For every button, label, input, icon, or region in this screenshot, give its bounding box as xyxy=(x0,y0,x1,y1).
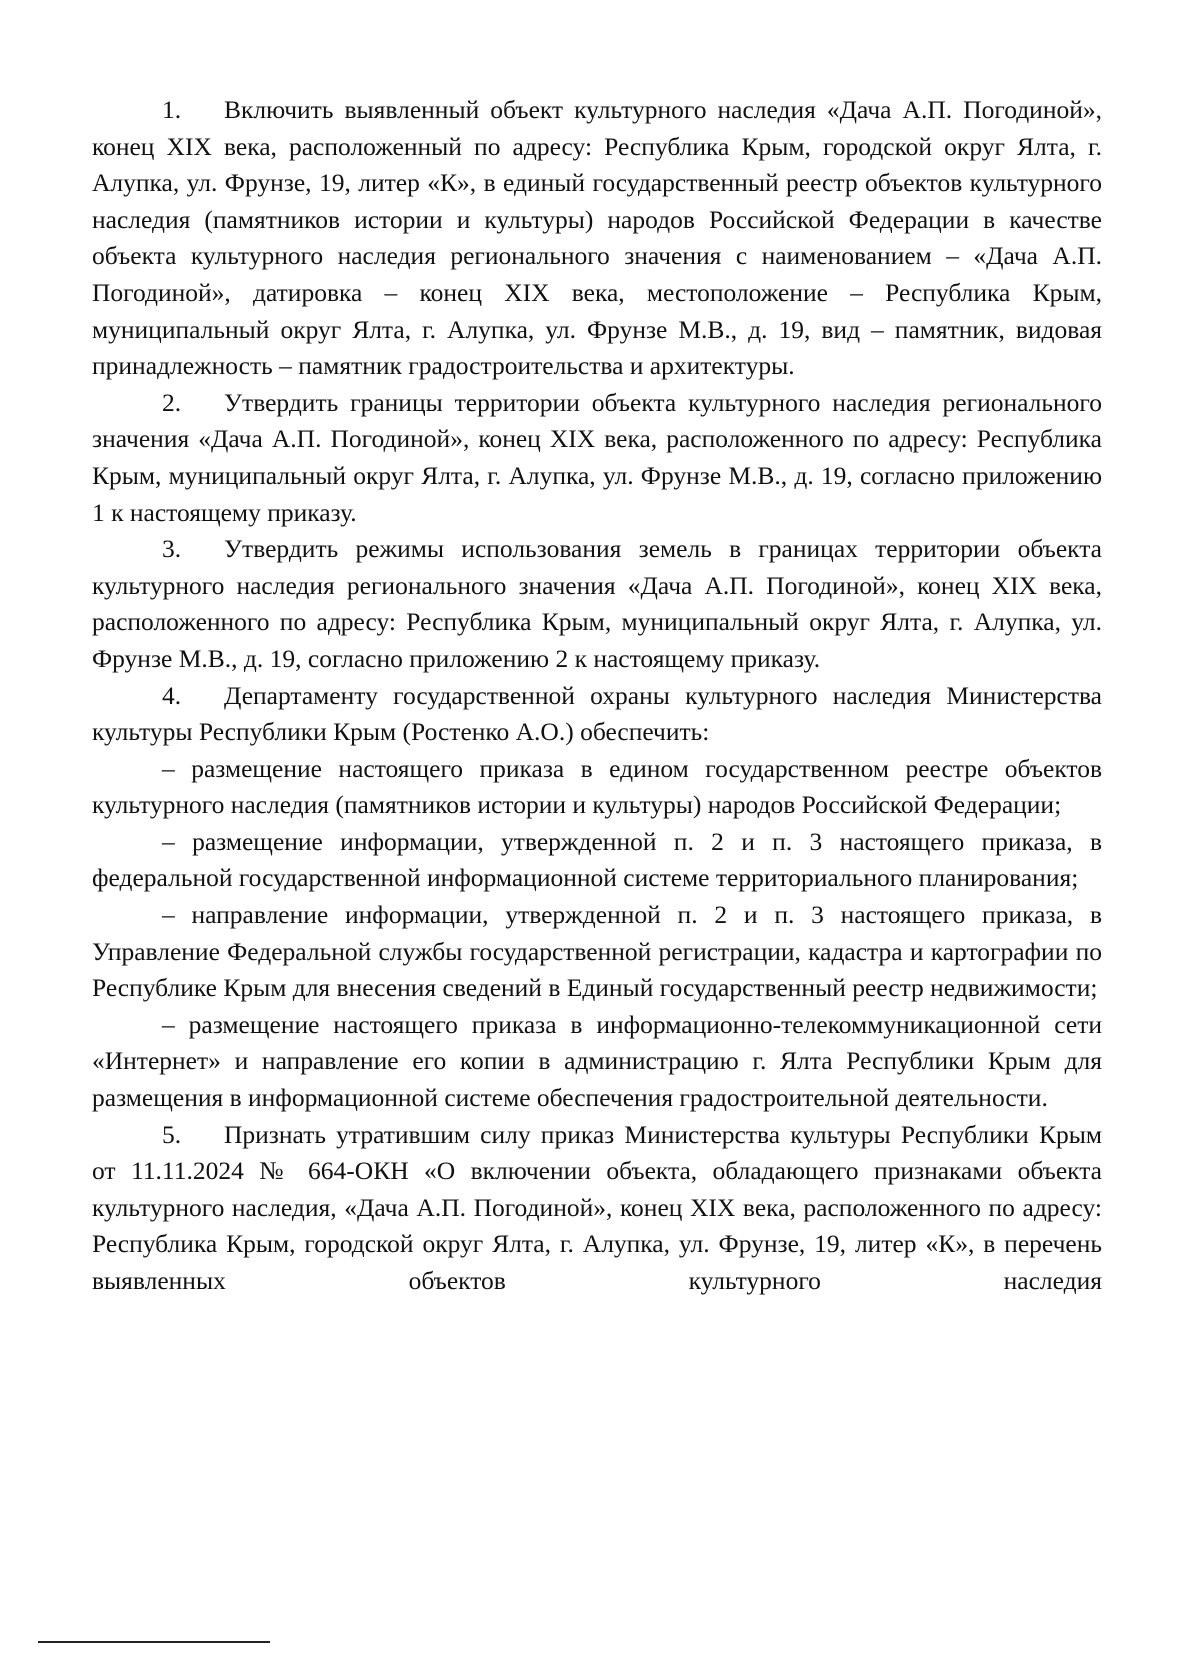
paragraph-4-text: Департаменту государственной охраны культурного наследия Министерства культуры Республики Крым (Ростенко А.О.) обеспечить: xyxy=(92,680,1102,747)
paragraph-1-text: Включить выявленный объект культурного наследия «Дача А.П. Погодиной», конец XIX века, расположенный по адресу: Республика Крым, городской округ Ялта, г. Алупка, ул. Фрунзе, 19, литер «К», в единый государственный реестр объектов культурного наследия (памятников истории и культуры) народов Российской Федерации в качестве объекта культурного наследия регионального значения с наименованием – «Дача А.П. Погодиной», датировка – конец XIX века, местоположение – Республика Крым, муниципальный округ Ялта, г. Алупка, ул. Фрунзе М.В., д. 19, вид – памятник, видовая принадлежность – памятник градостроительства и архитектуры. xyxy=(92,95,1102,381)
paragraph-2-text: Утвердить границы территории объекта культурного наследия регионального значения «Дача А.П. Погодиной», конец XIX века, расположенного по адресу: Республика Крым, муниципальный округ Ялта, г. Алупка, ул. Фрунзе М.В., д. 19, согласно приложению 1 к настоящему приказу. xyxy=(92,387,1102,527)
paragraph-5 xyxy=(92,1117,1102,1300)
paragraph-1-number: 1. xyxy=(162,95,182,124)
list-item: – размещение настоящего приказа в едином государственном реестре объектов культурного наследия (памятников истории и культуры) народов Российской Федерации; xyxy=(92,753,1102,820)
paragraph-5-text: Признать утратившим силу приказ Министерства культуры Республики Крым от 11.11.2024 № 664-ОКН «О включении объекта, обладающего признаками объекта культурного наследия, «Дача А.П. Погодиной», конец XIX века, расположенного по адресу: Республика Крым, городской округ Ялта, г. Алупка, ул. Фрунзе, 19, литер «К», в перечень выявленных объектов культурного наследия xyxy=(92,1119,1102,1295)
paragraph-4-number: 4. xyxy=(162,680,182,710)
list-item: – направление информации, утвержденной п. 2 и п. 3 настоящего приказа, в Управление Федеральной службы государственной регистрации, кадастра и картографии по Республике Крым для внесения сведений в Единый государственный реестр недвижимости; xyxy=(92,900,1102,1003)
paragraph-3-number: 3. xyxy=(162,534,182,564)
paragraph-1 xyxy=(92,92,1102,385)
footnote-separator-line xyxy=(38,1641,270,1643)
paragraph-2 xyxy=(92,385,1102,531)
paragraph-2-number: 2. xyxy=(162,387,182,417)
paragraph-4 xyxy=(92,678,1102,751)
document-page xyxy=(92,92,1102,1300)
list-item: – размещение информации, утвержденной п. 2 и п. 3 настоящего приказа, в федеральной государственной информационной системе территориального планирования; xyxy=(92,826,1102,893)
paragraph-3 xyxy=(92,531,1102,677)
list-item: – размещение настоящего приказа в информационно-телекоммуникационной сети «Интернет» и направление его копии в администрацию г. Ялта Республики Крым для размещения в информационной системе обеспечения градостроительной деятельности. xyxy=(92,1009,1102,1113)
paragraph-5-number: 5. xyxy=(162,1119,182,1149)
paragraph-3-text: Утвердить режимы использования земель в границах территории объекта культурного наследия регионального значения «Дача А.П. Погодиной», конец XIX века, расположенного по адресу: Республика Крым, муниципальный округ Ялта, г. Алупка, ул. Фрунзе М.В., д. 19, согласно приложению 2 к настоящему приказу. xyxy=(92,534,1102,673)
